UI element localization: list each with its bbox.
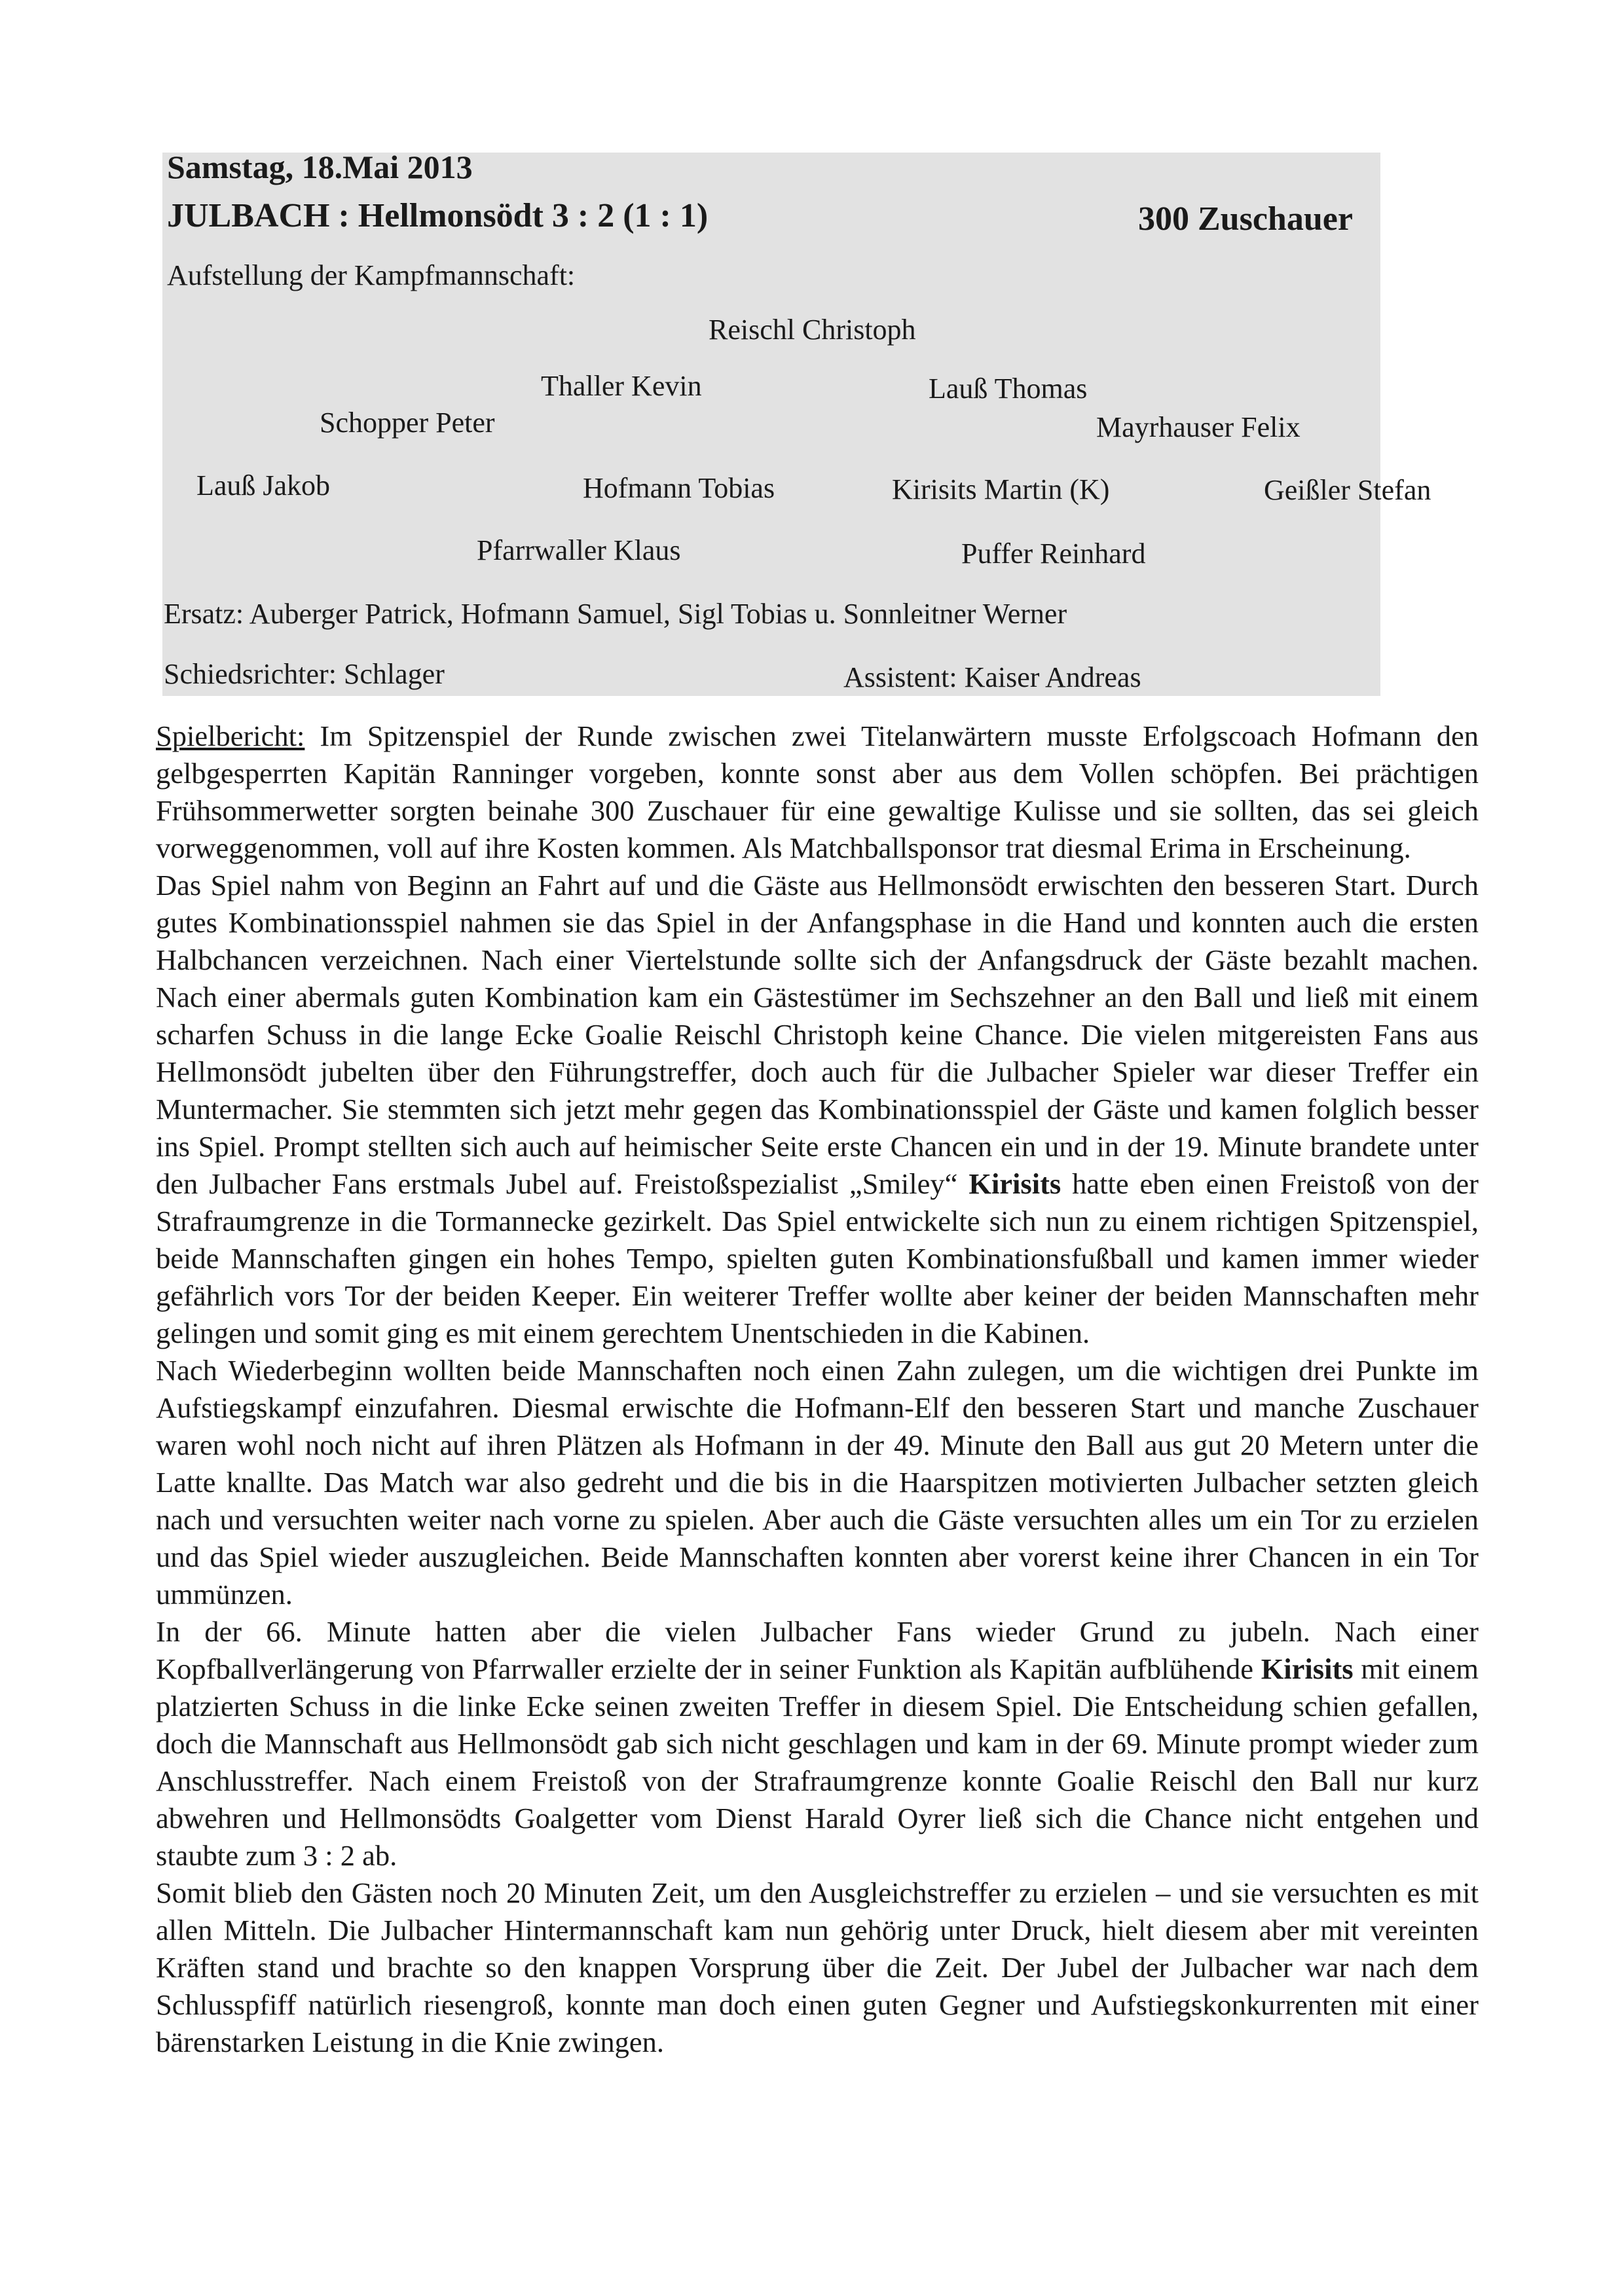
spectator-count: 300 Zuschauer <box>1138 200 1353 238</box>
referee: Schiedsrichter: Schlager <box>164 658 445 690</box>
player-geissler: Geißler Stefan <box>1264 474 1431 506</box>
match-result: JULBACH : Hellmonsödt 3 : 2 (1 : 1) <box>167 197 709 234</box>
player-schopper: Schopper Peter <box>320 407 495 439</box>
lineup-label: Aufstellung der Kampfmannschaft: <box>167 259 576 291</box>
match-report <box>156 718 1479 2061</box>
report-text: hatte eben einen Freistoß von der Strafraumgrenze in die Tormannecke gezirkelt. Das Spiel entwickelte sich nun zu einem richtigen Spitzenspiel, beide Mannschaften gingen ein hohes Tempo, spielten guten Kombinationsfußball und kamen immer wieder gefährlich vors Tor der beiden Keeper. Ein weiterer Treffer wollte aber keiner der beiden Mannschaften mehr gelingen und somit ging es mit einem gerechtem Unentschieden in die Kabinen. <box>156 1167 1479 1349</box>
report-text: mit einem platzierten Schuss in die linke Ecke seinen zweiten Treffer in diesem Spiel. Die Entscheidung schien gefallen, doch die Mannschaft aus Hellmonsödt gab sich nicht geschlagen und kam in der 69. Minute prompt wieder zum Anschlusstreffer. Nach einem Freistoß von der Strafraumgrenze konnte Goalie Reischl den Ball nur kurz abwehren und Hellmonsödts Goalgetter vom Dienst Harald Oyrer ließ sich die Chance nicht entgehen und staubte zum 3 : 2 ab. <box>156 1652 1479 1872</box>
report-paragraph <box>156 718 1479 867</box>
player-pfarrwaller: Pfarrwaller Klaus <box>477 534 681 566</box>
assistant-referee: Assistent: Kaiser Andreas <box>843 661 1141 693</box>
player-puffer: Puffer Reinhard <box>961 538 1146 570</box>
player-thaller: Thaller Kevin <box>541 370 702 402</box>
report-text: In der 66. Minute hatten aber die vielen Julbacher Fans wieder Grund zu jubeln. Nach einer Kopfballverlängerung von Pfarrwaller erzielte der in seiner Funktion als Kapitän aufblühende <box>156 1615 1479 1685</box>
player-mayrhauser: Mayrhauser Felix <box>1096 411 1301 443</box>
report-paragraph <box>156 1613 1479 1874</box>
player-name-bold: Kirisits <box>969 1167 1061 1200</box>
player-kirisits: Kirisits Martin (K) <box>892 473 1110 505</box>
player-name-bold: Kirisits <box>1261 1652 1354 1685</box>
report-paragraph <box>156 867 1479 1352</box>
player-goalkeeper: Reischl Christoph <box>709 314 916 346</box>
report-text: Das Spiel nahm von Beginn an Fahrt auf und die Gäste aus Hellmonsödt erwischten den besseren Start. Durch gutes Kombinationsspiel nahmen sie das Spiel in der Anfangsphase in die Hand und konnten auch die ersten Halbchancen verzeichnen. Nach einer Viertelstunde sollte sich der Anfangsdruck der Gäste bezahlt machen. Nach einer abermals guten Kombination kam ein Gästestümer im Sechszehner an den Ball und ließ mit einem scharfen Schuss in die lange Ecke Goalie Reischl Christoph keine Chance. Die vielen mitgereisten Fans aus Hellmonsödt jubelten über den Führungstreffer, doch auch für die Julbacher Spieler war dieser Treffer ein Muntermacher. Sie stemmten sich jetzt mehr gegen das Kombinationsspiel der Gäste und kamen folglich besser ins Spiel. Prompt stellten sich auch auf heimischer Seite erste Chancen ein und in der 19. Minute brandete unter den Julbacher Fans erstmals Jubel auf. Freistoßspezialist „Smiley“ <box>156 869 1479 1200</box>
player-lauss-jakob: Lauß Jakob <box>196 469 331 501</box>
report-heading: Spielbericht: <box>156 720 305 752</box>
player-lauss-thomas: Lauß Thomas <box>929 373 1088 405</box>
report-paragraph: Somit blieb den Gästen noch 20 Minuten Zeit, um den Ausgleichstreffer zu erzielen – und sie versuchten es mit allen Mitteln. Die Julbacher Hintermannschaft kam nun gehörig unter Druck, hielt diesem aber mit vereinten Kräften stand und brachte so den knappen Vorsprung über die Zeit. Der Jubel der Julbacher war nach dem Schlusspfiff natürlich riesengroß, konnte man doch einen guten Gegner und Aufstiegskonkurrenten mit einer bärenstarken Leistung in die Knie zwingen. <box>156 1876 1479 2058</box>
report-paragraph: Nach Wiederbeginn wollten beide Mannschaften noch einen Zahn zulegen, um die wichtigen drei Punkte im Aufstiegskampf einzufahren. Diesmal erwischte die Hofmann-Elf den besseren Start und manche Zuschauer waren wohl noch nicht auf ihren Plätzen als Hofmann in der 49. Minute den Ball aus gut 20 Metern unter die Latte knallte. Das Match war also gedreht und die bis in die Haarspitzen motivierten Julbacher setzten gleich nach und versuchten weiter nach vorne zu spielen. Aber auch die Gäste versuchten alles um ein Tor zu erzielen und das Spiel wieder auszugleichen. Beide Mannschaften konnten aber vorerst keine ihrer Chancen in ein Tor ummünzen. <box>156 1354 1479 1611</box>
substitutes: Ersatz: Auberger Patrick, Hofmann Samuel, Sigl Tobias u. Sonnleitner Werner <box>164 598 1067 630</box>
report-text: Im Spitzenspiel der Runde zwischen zwei Titelanwärtern musste Erfolgscoach Hofmann den gelbgesperrten Kapitän Ranninger vorgeben, konnte sonst aber aus dem Vollen schöpfen. Bei prächtigen Frühsommerwetter sorgten beinahe 300 Zuschauer für eine gewaltige Kulisse und sie sollten, das sei gleich vorweggenommen, voll auf ihre Kosten kommen. Als Matchballsponsor trat diesmal Erima in Erscheinung. <box>156 720 1479 864</box>
player-hofmann: Hofmann Tobias <box>583 472 775 504</box>
match-date: Samstag, 18.Mai 2013 <box>167 149 473 185</box>
